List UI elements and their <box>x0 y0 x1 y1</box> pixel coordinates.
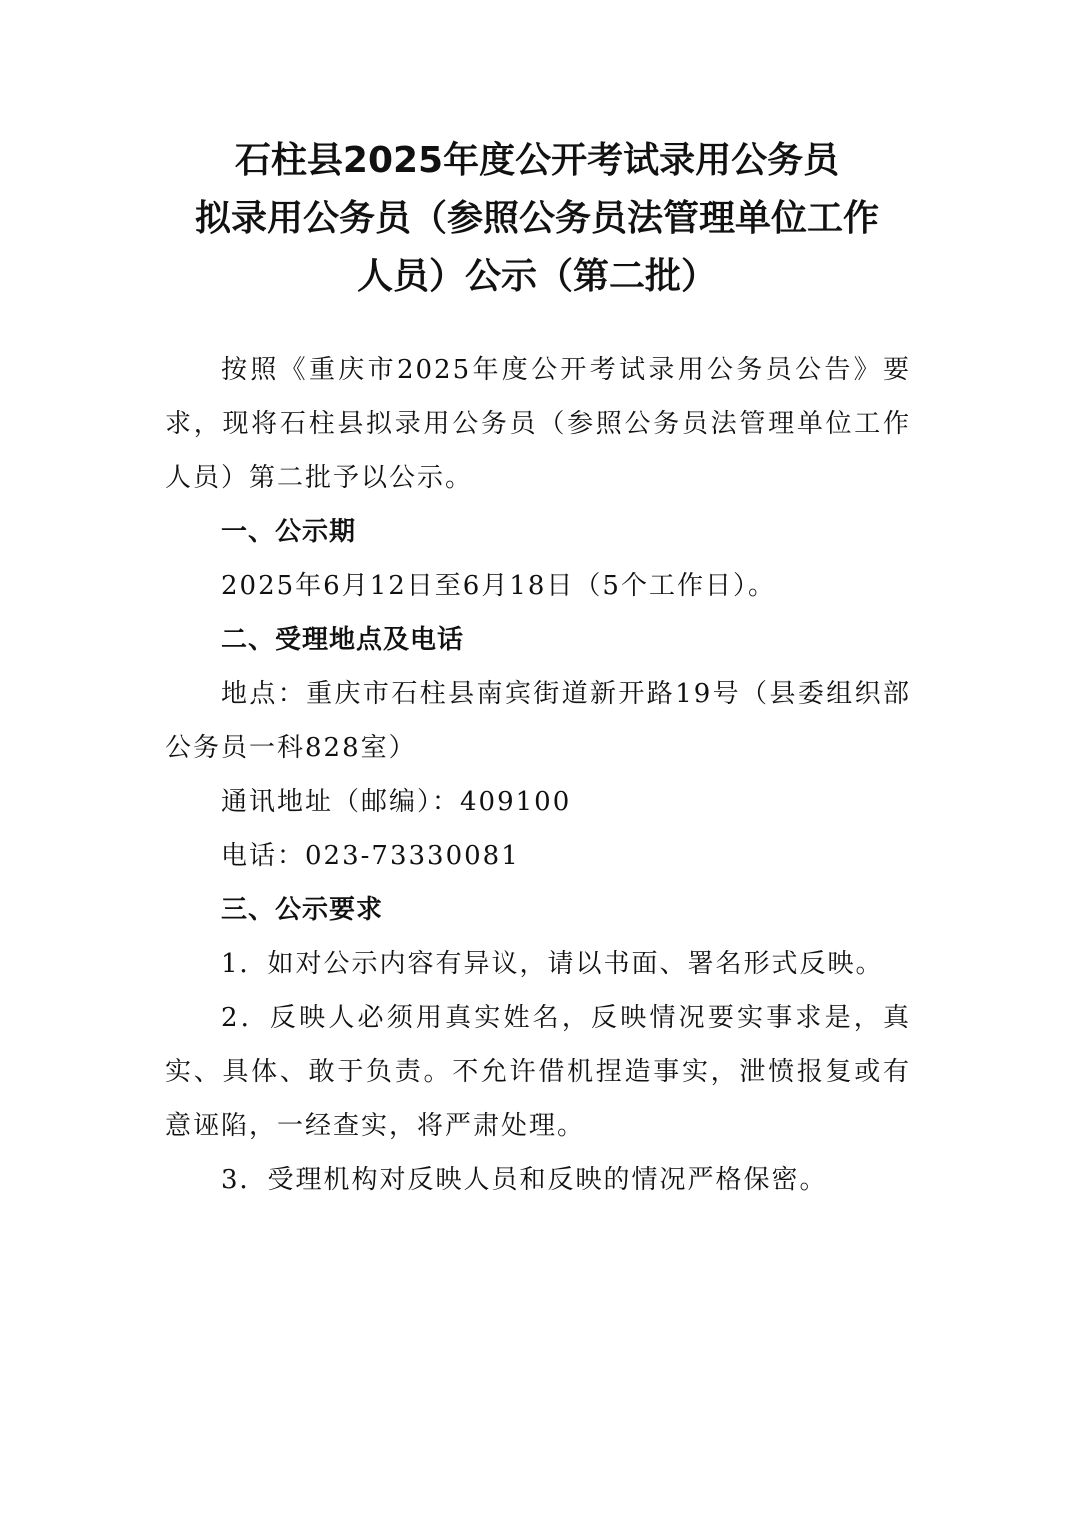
contact-postcode: 通讯地址（邮编）：409100 <box>221 787 572 817</box>
document-title <box>150 132 924 306</box>
requirement-item-2: 2．反映人必须用真实姓名，反映情况要实事求是，真实、具体、敢于负责。不允许借机捏造事实，泄愤报复或有意诬陷，一经查实，将严肃处理。 <box>165 1003 911 1141</box>
section-heading-publicity-period: 一、公示期 <box>221 517 357 547</box>
requirement-item-1: 1．如对公示内容有异议，请以书面、署名形式反映。 <box>221 949 884 979</box>
title-line-1: 石柱县2025年度公开考试录用公务员 <box>234 140 840 181</box>
contact-phone: 电话：023-73330081 <box>221 841 520 871</box>
title-line-3: 人员）公示（第二批） <box>356 256 717 297</box>
title-line-2: 拟录用公务员（参照公务员法管理单位工作 <box>194 198 879 239</box>
requirement-item-3: 3．受理机构对反映人员和反映的情况严格保密。 <box>221 1165 828 1195</box>
section-heading-contact: 二、受理地点及电话 <box>221 625 465 655</box>
section-heading-requirements: 三、公示要求 <box>221 895 384 925</box>
publicity-period-text: 2025年6月12日至6月18日（5个工作日）。 <box>221 571 776 601</box>
intro-paragraph: 按照《重庆市2025年度公开考试录用公务员公告》要求，现将石柱县拟录用公务员（参照公务员法管理单位工作人员）第二批予以公示。 <box>165 355 911 493</box>
document-body <box>165 343 911 1207</box>
contact-address: 地点：重庆市石柱县南宾街道新开路19号（县委组织部公务员一科828室） <box>165 679 911 763</box>
